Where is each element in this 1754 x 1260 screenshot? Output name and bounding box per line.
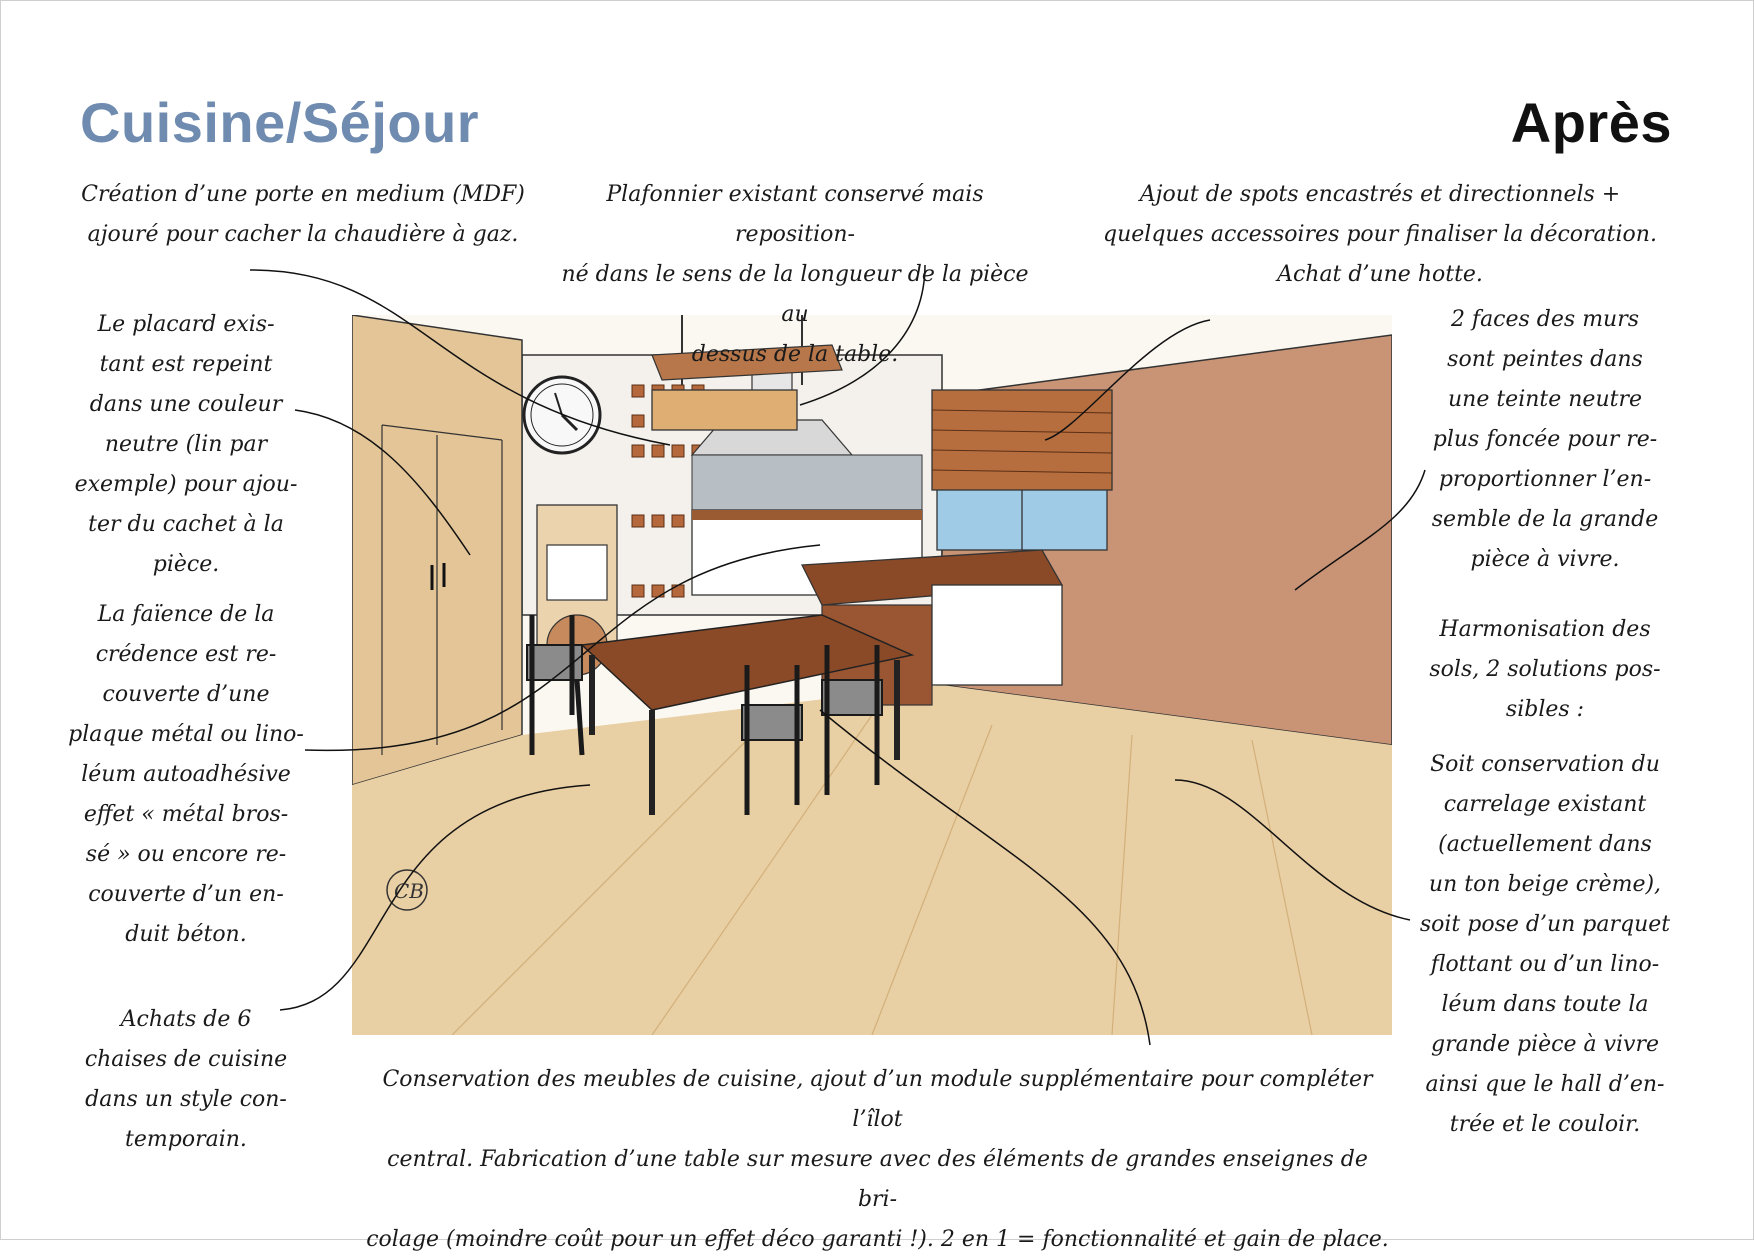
note-placard: Le placard exis- tant est repeint dans une couleur neutre (lin par exemple) pour ajou- ter du cachet à la pièce. bbox=[74, 312, 298, 577]
note-sols-detail: Soit conservation du carrelage existant (actuellement dans un ton beige crème), soit pose d’un parquet flottant ou d’un lino- léum dans toute la grande pièce à vivre ainsi que le hall d’en- trée et le couloir. bbox=[1419, 752, 1671, 1137]
note-plafonnier: Plafonnier existant conservé mais reposition- né dans le sens de la longueur de la pièce au dessus de la table. bbox=[561, 182, 1029, 367]
roman-blind-icon bbox=[932, 390, 1112, 490]
splashback bbox=[692, 455, 922, 510]
note-porte: Création d’une porte en medium (MDF) ajouré pour cacher la chaudière à gaz. bbox=[81, 182, 525, 247]
note-chaises: Achats de 6 chaises de cuisine dans un style con- temporain. bbox=[84, 1007, 288, 1152]
note-spots: Ajout de spots encastrés et directionnels + quelques accessoires pour finaliser la décoration. Achat d’une hotte. bbox=[1103, 182, 1657, 287]
state-label: Après bbox=[1510, 91, 1672, 154]
wall-clock-icon bbox=[524, 377, 600, 453]
note-meubles: Conservation des meubles de cuisine, ajout d’un module supplémentaire pour compléter l’îlot central. Fabrication d’une table sur mesure avec des éléments de grandes enseignes de bri- colage (moindre coût pour un effet déco garanti !). 2 en 1 = fonctionnalité et gain de place. bbox=[366, 1067, 1389, 1252]
signature-text: CB bbox=[394, 879, 424, 903]
note-faience: La faïence de la crédence est re- couverte d’une plaque métal ou lino- léum autoadhésive effet « métal bros- sé » ou encore re- couverte d’un en- duit béton. bbox=[68, 602, 304, 947]
note-sols-titre: Harmonisation des sols, 2 solutions pos- sibles : bbox=[1429, 617, 1661, 722]
page-title: Cuisine/Séjour bbox=[80, 91, 480, 154]
kitchen-sketch bbox=[352, 315, 1392, 1035]
window-icon bbox=[937, 485, 1107, 550]
note-murs: 2 faces des murs sont peintes dans une teinte neutre plus foncée pour re- proportionner l’en- semble de la grande pièce à vivre. bbox=[1431, 307, 1659, 572]
